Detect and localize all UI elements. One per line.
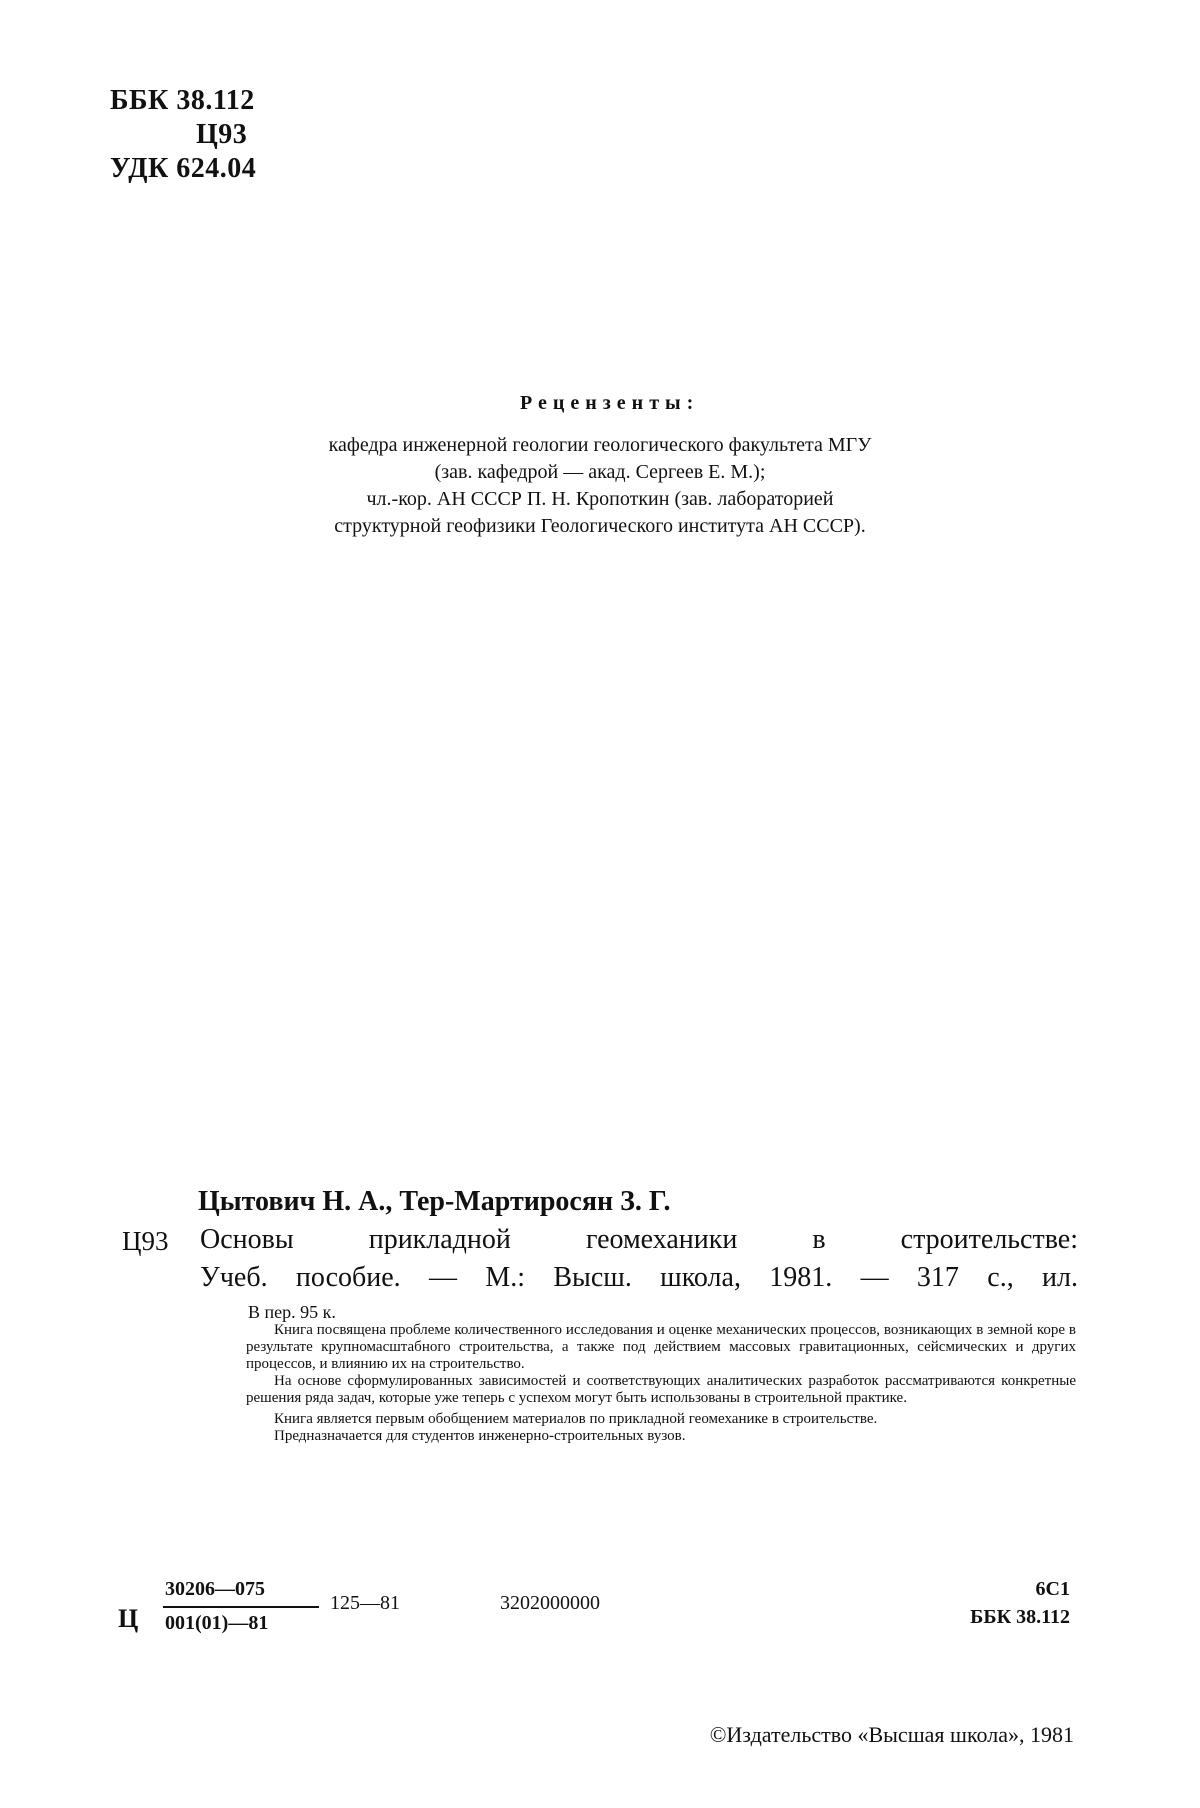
copyright-line: ©Издательство «Высшая школа», 1981: [709, 1722, 1074, 1747]
abstract-paragraph-3: Книга является первым обобщением материалов по прикладной геомеханике в строительстве.: [274, 1411, 878, 1427]
reviewers-line-4: структурной геофизики Геологического института АН СССР).: [334, 515, 866, 537]
reviewers-line-3: чл.-кор. АН СССР П. Н. Кропоткин (зав. лабораторией: [366, 488, 834, 510]
reviewers-line-1: кафедра инженерной геологии геологического факультета МГУ: [328, 434, 872, 456]
reviewers-heading: Рецензенты:: [520, 392, 700, 414]
udk-code: УДК 624.04: [110, 153, 257, 184]
abstract-paragraph-4: Предназначается для студентов инженерно-строительных вузов.: [274, 1428, 686, 1444]
card-price: В пер. 95 к.: [248, 1302, 336, 1322]
code-right-bottom: ББК 38.112: [970, 1606, 1070, 1628]
card-abstract: [246, 1322, 1076, 1445]
card-authors: Цытович Н. А., Тер-Мартиросян З. Г.: [198, 1186, 671, 1217]
code-plan: 125—81: [330, 1592, 400, 1614]
author-index-code: Ц93: [196, 119, 248, 150]
code-right-top: 6С1: [1035, 1578, 1070, 1600]
card-title-line-2: Учеб. пособие. — М.: Высш. школа, 1981. — 317 с., ил.: [200, 1262, 1078, 1293]
code-fraction-line: [163, 1606, 319, 1608]
bbk-code: ББК 38.112: [110, 85, 255, 116]
code-denominator: 001(01)—81: [165, 1612, 269, 1634]
reviewers-line-2: (зав. кафедрой — акад. Сергеев Е. М.);: [434, 461, 766, 483]
card-title-line-1: Основы прикладной геомеханики в строительстве:: [200, 1224, 1078, 1255]
code-numerator: 30206—075: [165, 1578, 265, 1600]
abstract-paragraph-2: На основе сформулированных зависимостей и соответствующих аналитических разработок рассматриваются конкретные решения ряда задач, которые уже теперь с успехом могут быть использованы в строительной практике.: [246, 1373, 1076, 1406]
card-index: Ц93: [122, 1226, 169, 1256]
abstract-paragraph-1: Книга посвящена проблеме количественного исследования и оценке механических процессов, возникающих в земной коре в результате крупномасштабного строительства, а также под действием массовых гравитационных, сейсмических и других процессов, и влиянию их на строительство.: [246, 1322, 1076, 1372]
code-letter: Ц: [118, 1604, 139, 1633]
code-number: 3202000000: [500, 1592, 600, 1614]
